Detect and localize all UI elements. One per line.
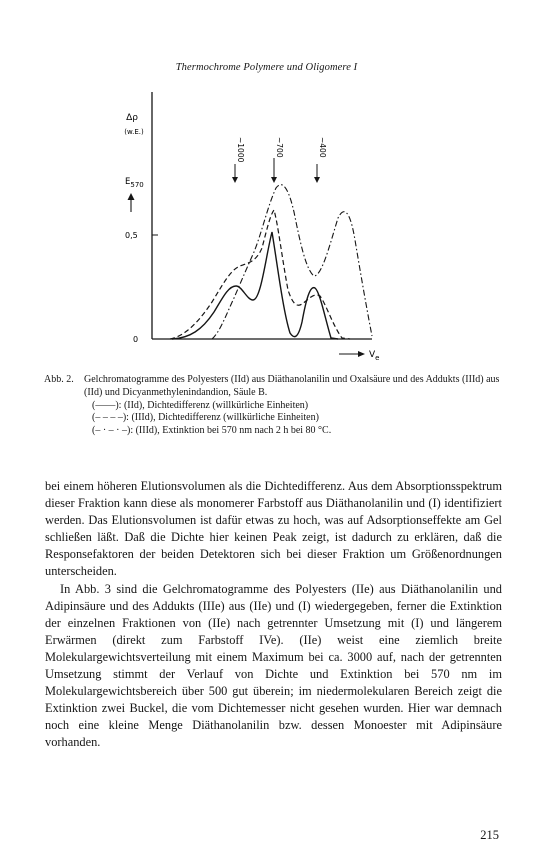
svg-text:~700: ~700 xyxy=(275,137,284,158)
x-arrow-right-icon xyxy=(339,351,365,357)
caption-legend-dashed: (– – – –): (IIId), Dichtedifferenz (willkürliche Einheiten) xyxy=(92,412,319,424)
chromatogram-figure xyxy=(0,0,533,370)
body-paragraph-1: bei einem höheren Elutionsvolumen als die Dichtedifferenz. Aus dem Absorptionsspektrum dieser Fraktion kann diese als monomerer Farbstoff aus Diäthanolanilin und (I) identifiziert werden. Das Elutionsvolumen ist dafür etwas zu hoch, was auf Adsorptionseffekte am Gel schließen läßt. Daß die Dichte hier keinen Peak zeigt, ist dadurch zu erklären, daß die Responsefaktoren der beiden Detektoren sich bei dieser Fraktion um Größenordnungen unterscheiden. xyxy=(45,479,502,579)
svg-text:~400: ~400 xyxy=(318,137,327,158)
marker-400 xyxy=(314,137,327,183)
series-dashed-IIId xyxy=(170,210,350,339)
y-arrow-up-icon xyxy=(128,193,135,212)
page-number: 215 xyxy=(480,828,499,842)
body-text xyxy=(45,478,502,752)
figure-caption xyxy=(44,374,502,438)
caption-legend-solid: (——): (IId), Dichtedifferenz (willkürliche Einheiten) xyxy=(92,399,309,411)
series-dashdot-IIId-extinction xyxy=(212,185,372,339)
body-paragraph-2: In Abb. 3 sind die Gelchromatogramme des Polyesters (IIe) aus Diäthanolanilin und Adipinsäure und des Addukts (IIIe) aus (IIe) und (I) wiedergegeben, ferner die Extinktion der einzelnen Fraktionen von (IIe) nach getrennter Umsetzung mit (I) und längerem Erwärmen (direkt zum Farbstoff IVe). (IIe) weist eine ziemlich breite Molekulargewichtsverteilung mit einem Maximum bei ca. 3000 auf, nach der getrennten Umsetzung stimmt der Verlauf von Dichte und Extinktion bei 570 nm im Molekulargewichtsbereich über 500 gut überein; im niedermolekularen Bereich zeigt die Extinktion zwei Buckel, die vom Dichtemesser nicht gesehen wurden. Hier war demnach noch eine kleine Menge Diäthanolanilin bzw. dessen Monoester mit Adipinsäure vorhanden. xyxy=(45,581,502,750)
svg-text:~1000: ~1000 xyxy=(236,137,245,163)
y-label-top-unit: (w.E.) xyxy=(124,128,144,136)
caption-figure-number: Abb. 2. xyxy=(44,374,74,385)
marker-1000 xyxy=(232,137,245,183)
caption-legend-dashdot: (– · – · –): (IIId), Extinktion bei 570 nm nach 2 h bei 80 °C. xyxy=(92,425,332,437)
marker-700 xyxy=(271,137,284,183)
running-head: Thermochrome Polymere und Oligomere I xyxy=(175,62,358,73)
caption-text: Gelchromatogramme des Polyesters (IId) aus Diäthanolanilin und Oxalsäure und des Addukts (IIId) aus (IId) und Dicyanmethylenindandion, Säule B. xyxy=(84,374,500,398)
chromatogram-chart xyxy=(0,0,533,370)
y-label-top: Δρ xyxy=(126,113,138,123)
x-label: $V_e$ xyxy=(369,350,380,362)
y-tick-label-05: 0,5 xyxy=(125,231,138,240)
y-label-extinction: $E_{570}$ xyxy=(125,177,144,189)
y-tick-label-0: 0 xyxy=(133,335,139,344)
